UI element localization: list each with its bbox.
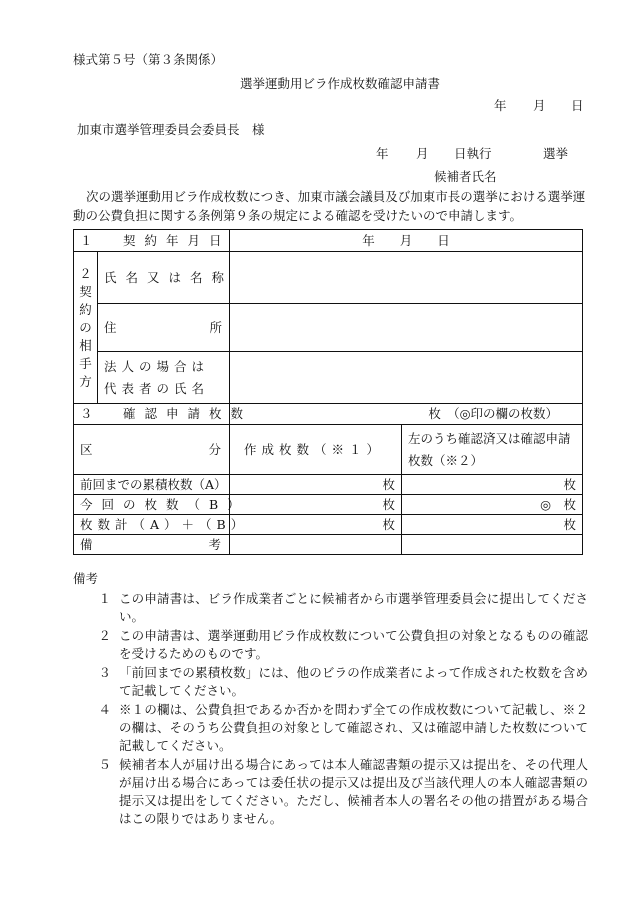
- addressee: 加東市選挙管理委員会委員長 様: [77, 122, 265, 137]
- counterparty-address-row: [74, 304, 583, 352]
- row-made-total[interactable]: 枚: [230, 515, 402, 535]
- notes-section: [73, 570, 588, 829]
- category-header: 区 分: [74, 425, 230, 475]
- contract-date-value[interactable]: 年 月 日: [230, 230, 583, 252]
- intro-line-1: 次の選挙運動用ビラ作成枚数につき、加東市議会議員及び加東市長の選挙における選挙運: [86, 189, 586, 204]
- row-made-current[interactable]: 枚: [230, 495, 402, 515]
- intro-line-2: 動の公費負担に関する条例第９条の規定による確認を受けたいので申請します。: [73, 208, 523, 223]
- note-item: ２ この申請書は、選挙運動用ビラ作成枚数について公費負担の対象となるものの確認を受けるためのものです。: [98, 628, 588, 661]
- representative-label: 法人の場合は 代表者の氏名: [98, 352, 230, 404]
- election-month-label: 月: [416, 146, 429, 161]
- counterparty-name-row: [74, 252, 583, 304]
- remarks-label: 備 考: [74, 535, 230, 555]
- date-month-label: 月: [533, 98, 546, 113]
- row-confirmed-total[interactable]: 枚: [402, 515, 583, 535]
- note-item: ５ 候補者本人が届け出る場合にあっては本人確認書類の提示又は提出を、その代理人が届け出る場合にあっては委任状の提示又は提出及び当該代理人の本人確認書類の提示又は提出をしてください。ただし、候補者本人の署名その他の措置がある場合はこの限りではありません。: [98, 757, 588, 826]
- row-confirmed-cumulative[interactable]: 枚: [402, 475, 583, 495]
- election-day-label: 日執行: [454, 146, 492, 161]
- form-number: 様式第５号（第３条関係）: [73, 52, 224, 67]
- note-item: ３ 「前回までの累積枚数」には、他のビラの作成業者によって作成された枚数を含めて記載してください。: [98, 665, 588, 698]
- address-label: 住 所: [98, 304, 230, 352]
- note-item: １ この申請書は、ビラ作成業者ごとに候補者から市選挙管理委員会に提出してください。: [98, 591, 588, 624]
- remarks-field-confirmed[interactable]: [402, 535, 583, 555]
- contract-date-label: １ 契約年月日: [74, 230, 230, 252]
- counterparty-label: ２ 契 約 の 相 手 方: [74, 252, 98, 404]
- table-row: [74, 495, 583, 515]
- confirm-count-label: ３ 確認申請枚数: [74, 404, 230, 425]
- header-row: [74, 425, 583, 475]
- date-year-label: 年: [494, 98, 507, 113]
- table-row: [74, 515, 583, 535]
- name-field[interactable]: [230, 252, 583, 304]
- election-year-label: 年: [376, 146, 389, 161]
- made-count-header: 作成枚数（※１）: [230, 425, 402, 475]
- contract-date-row: [74, 230, 583, 252]
- name-label: 氏名又は名称: [98, 252, 230, 304]
- address-field[interactable]: [230, 304, 583, 352]
- representative-field[interactable]: [230, 352, 583, 404]
- row-made-cumulative[interactable]: 枚: [230, 475, 402, 495]
- table-row: [74, 475, 583, 495]
- application-table: [73, 229, 583, 555]
- counterparty-rep-row: [74, 352, 583, 404]
- date-day-label: 日: [571, 98, 584, 113]
- candidate-name-label: 候補者氏名: [434, 169, 497, 184]
- document-title: 選挙運動用ビラ作成枚数確認申請書: [240, 76, 441, 91]
- notes-heading: 備考: [73, 571, 99, 586]
- confirm-count-field[interactable]: 枚 （◎印の欄の枚数）: [230, 404, 583, 425]
- election-type-label: 選挙: [543, 146, 569, 161]
- note-item: ４ ※１の欄は、公費負担であるか否かを問わず全ての作成枚数について記載し、※２の欄は、そのうち公費負担の対象として確認され、又は確認申請した枚数について記載してください。: [98, 702, 588, 753]
- row-confirmed-current[interactable]: ◎ 枚: [402, 495, 583, 515]
- row-label-total: 枚数計（A）＋（B）: [74, 515, 230, 535]
- row-label-current: 今回の枚数（B）: [74, 495, 230, 515]
- remarks-field-made[interactable]: [230, 535, 402, 555]
- confirm-count-row: [74, 404, 583, 425]
- remarks-row: [74, 535, 583, 555]
- confirmed-count-header: 左のうち確認済又は確認申請 枚数（※２）: [402, 425, 583, 475]
- row-label-cumulative: 前回までの累積枚数（A）: [74, 475, 230, 495]
